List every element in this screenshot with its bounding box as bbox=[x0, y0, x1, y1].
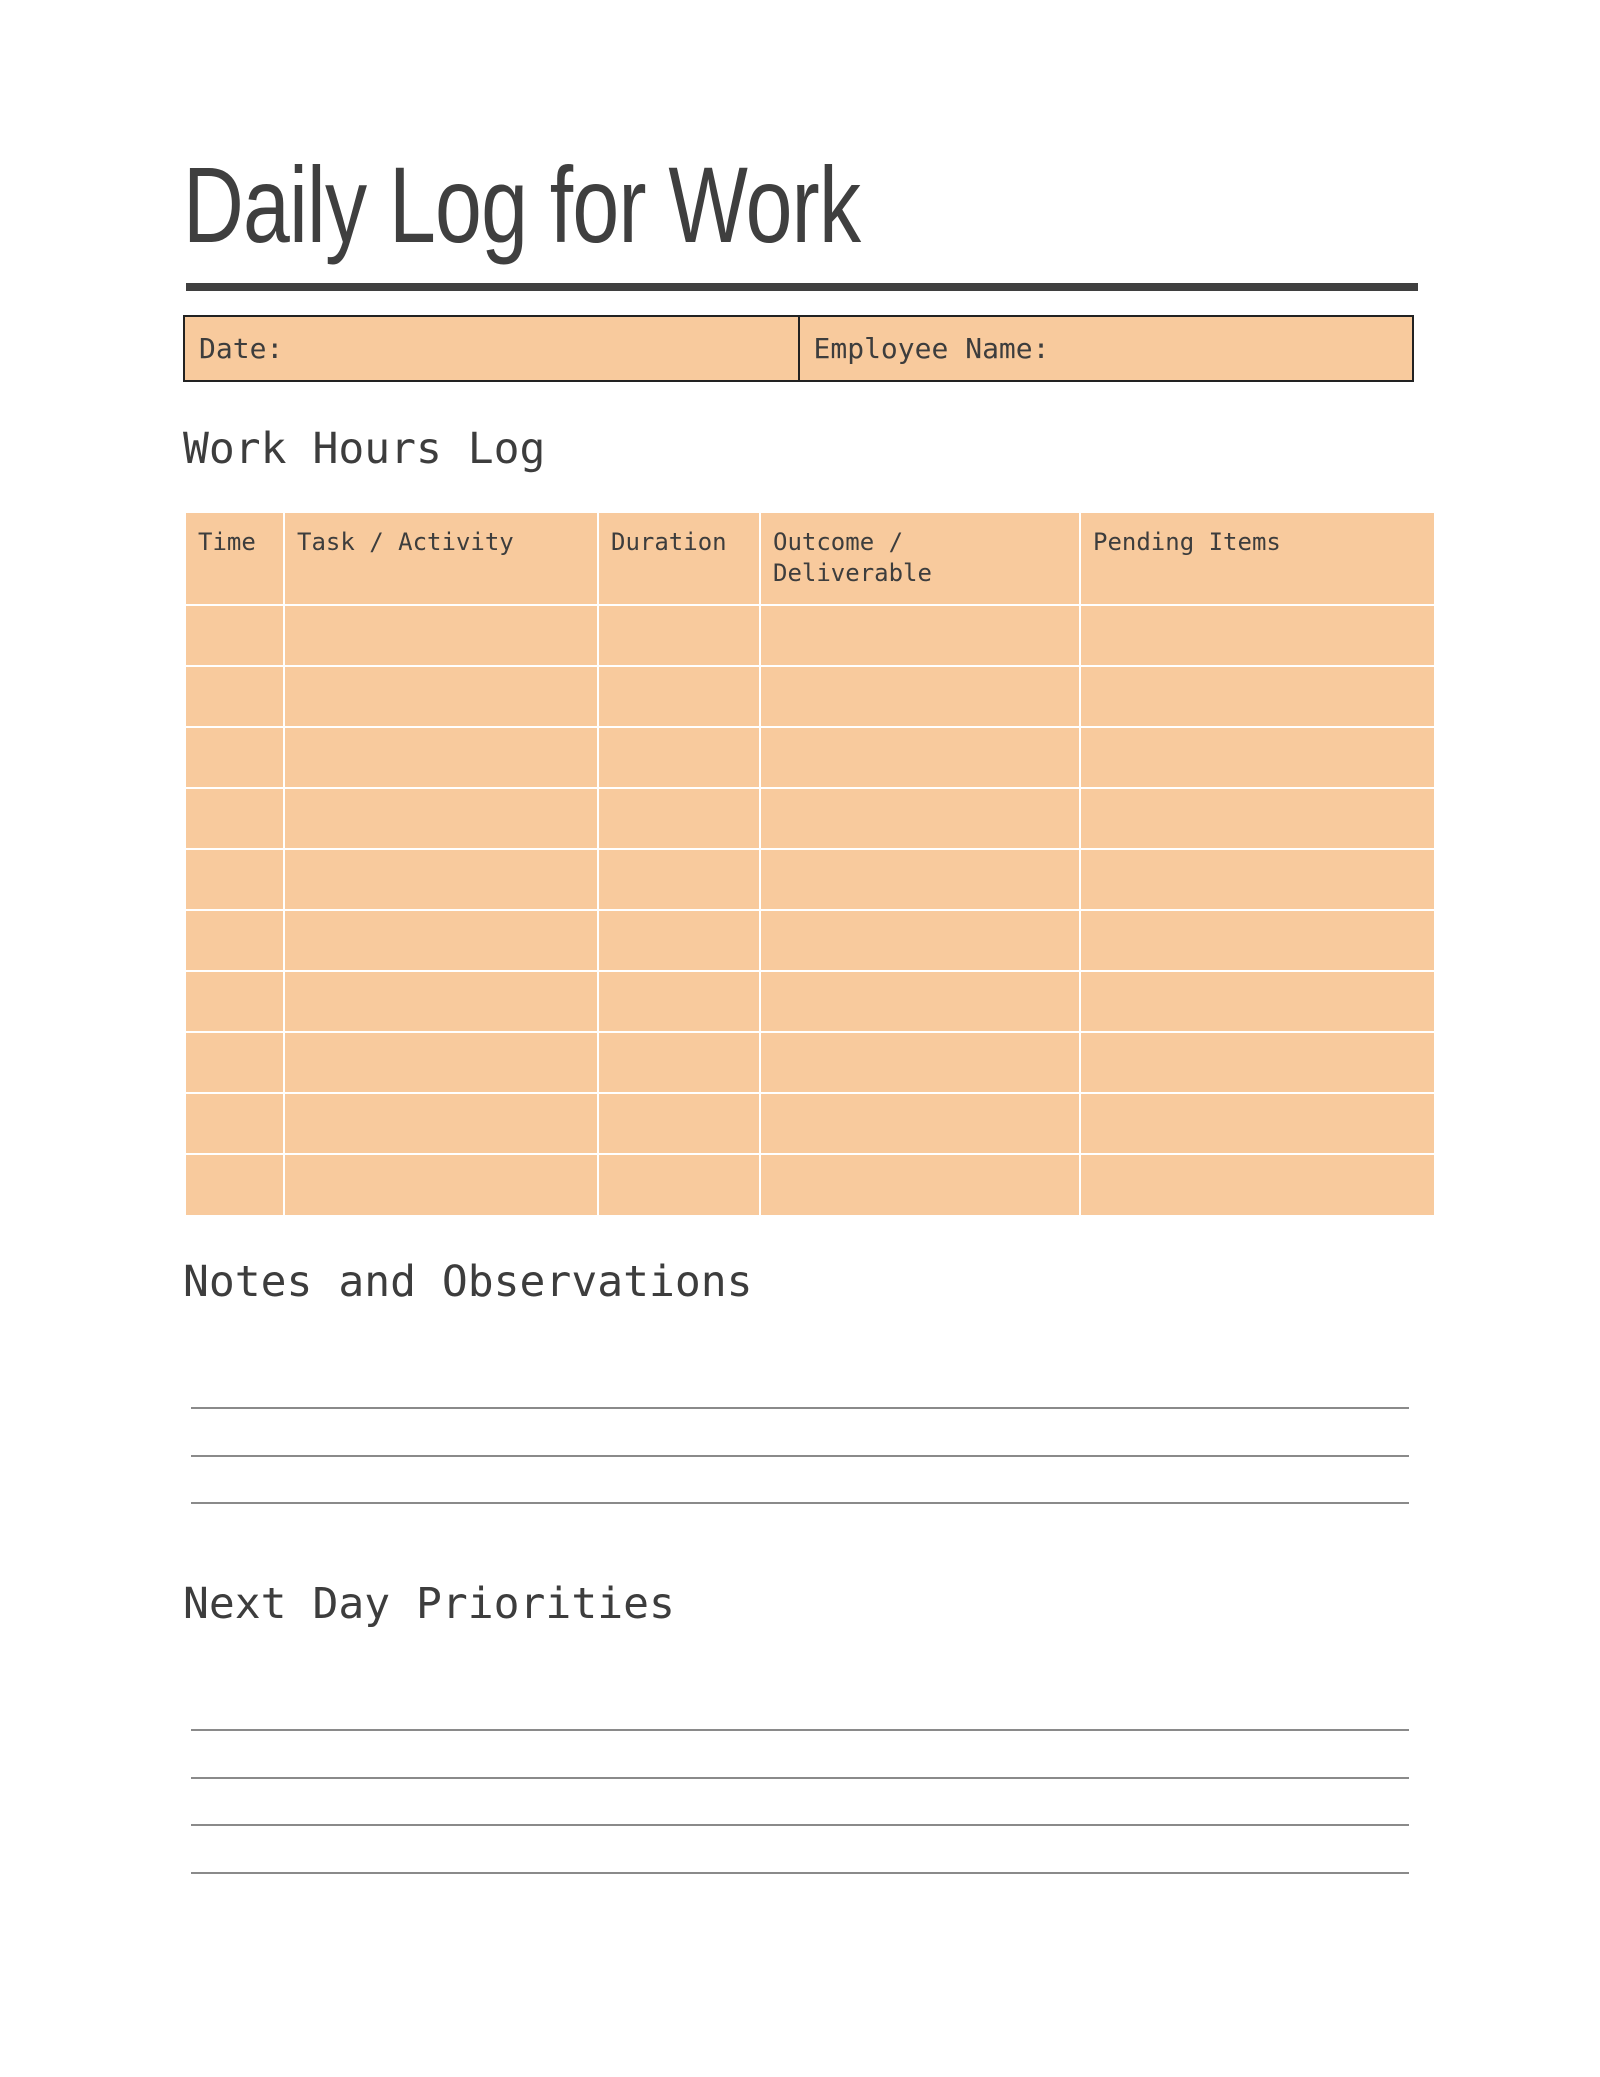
table-cell[interactable] bbox=[284, 1032, 598, 1093]
info-box bbox=[183, 315, 1414, 382]
table-cell[interactable] bbox=[284, 788, 598, 849]
table-cell[interactable] bbox=[186, 605, 284, 666]
table-row bbox=[186, 666, 1434, 727]
table-cell[interactable] bbox=[598, 1032, 760, 1093]
table-row bbox=[186, 1093, 1434, 1154]
table-cell[interactable] bbox=[1080, 1032, 1434, 1093]
writing-line[interactable] bbox=[191, 1502, 1409, 1504]
table-cell[interactable] bbox=[186, 910, 284, 971]
table-row bbox=[186, 788, 1434, 849]
table-cell[interactable] bbox=[1080, 910, 1434, 971]
table-cell[interactable] bbox=[1080, 605, 1434, 666]
table-row bbox=[186, 1154, 1434, 1215]
table-cell[interactable] bbox=[1080, 971, 1434, 1032]
table-cell[interactable] bbox=[284, 727, 598, 788]
writing-line[interactable] bbox=[191, 1777, 1409, 1779]
table-cell[interactable] bbox=[186, 1093, 284, 1154]
notes-heading: Notes and Observations bbox=[183, 1257, 753, 1307]
table-cell[interactable] bbox=[186, 666, 284, 727]
table-cell[interactable] bbox=[760, 666, 1080, 727]
writing-line[interactable] bbox=[191, 1872, 1409, 1874]
table-header-row bbox=[186, 513, 1434, 605]
table-cell[interactable] bbox=[760, 971, 1080, 1032]
table-cell[interactable] bbox=[186, 1154, 284, 1215]
date-field[interactable]: Date: bbox=[199, 332, 284, 365]
writing-line[interactable] bbox=[191, 1455, 1409, 1457]
table-cell[interactable] bbox=[1080, 666, 1434, 727]
table-cell[interactable] bbox=[1080, 788, 1434, 849]
table-cell[interactable] bbox=[284, 971, 598, 1032]
writing-line[interactable] bbox=[191, 1407, 1409, 1409]
table-cell[interactable] bbox=[1080, 1154, 1434, 1215]
table-cell[interactable] bbox=[598, 788, 760, 849]
table-cell[interactable] bbox=[598, 1154, 760, 1215]
table-cell[interactable] bbox=[284, 666, 598, 727]
employee-name-field[interactable]: Employee Name: bbox=[798, 317, 1413, 380]
table-cell[interactable] bbox=[598, 605, 760, 666]
column-header-duration: Duration bbox=[598, 513, 760, 605]
table-cell[interactable] bbox=[1080, 1093, 1434, 1154]
table-cell[interactable] bbox=[284, 1093, 598, 1154]
table-cell[interactable] bbox=[760, 1154, 1080, 1215]
table-cell[interactable] bbox=[598, 910, 760, 971]
table-body bbox=[186, 605, 1434, 1215]
writing-line[interactable] bbox=[191, 1824, 1409, 1826]
table-cell[interactable] bbox=[186, 849, 284, 910]
table-cell[interactable] bbox=[598, 849, 760, 910]
table-cell[interactable] bbox=[284, 910, 598, 971]
table-cell[interactable] bbox=[186, 1032, 284, 1093]
table-cell[interactable] bbox=[760, 788, 1080, 849]
table-cell[interactable] bbox=[186, 971, 284, 1032]
table-cell[interactable] bbox=[760, 849, 1080, 910]
table-cell[interactable] bbox=[760, 1093, 1080, 1154]
table-cell[interactable] bbox=[186, 727, 284, 788]
column-header-pending: Pending Items bbox=[1080, 513, 1434, 605]
table-cell[interactable] bbox=[760, 605, 1080, 666]
work-hours-table bbox=[186, 513, 1434, 1215]
table-row bbox=[186, 849, 1434, 910]
title-divider bbox=[186, 283, 1418, 291]
page-title: Daily Log for Work bbox=[183, 144, 861, 265]
table-cell[interactable] bbox=[760, 1032, 1080, 1093]
column-header-task: Task / Activity bbox=[284, 513, 598, 605]
table-row bbox=[186, 971, 1434, 1032]
table-row bbox=[186, 910, 1434, 971]
table-row bbox=[186, 727, 1434, 788]
next-day-heading: Next Day Priorities bbox=[183, 1579, 675, 1629]
table-row bbox=[186, 605, 1434, 666]
table-cell[interactable] bbox=[598, 727, 760, 788]
work-hours-heading: Work Hours Log bbox=[183, 424, 546, 474]
table-cell[interactable] bbox=[1080, 727, 1434, 788]
column-header-outcome: Outcome / Deliverable bbox=[760, 513, 1080, 605]
table-cell[interactable] bbox=[284, 605, 598, 666]
table-cell[interactable] bbox=[186, 788, 284, 849]
table-cell[interactable] bbox=[760, 910, 1080, 971]
table-cell[interactable] bbox=[598, 971, 760, 1032]
table-cell[interactable] bbox=[284, 1154, 598, 1215]
table-cell[interactable] bbox=[284, 849, 598, 910]
writing-line[interactable] bbox=[191, 1729, 1409, 1731]
table-row bbox=[186, 1032, 1434, 1093]
table-cell[interactable] bbox=[598, 1093, 760, 1154]
table-cell[interactable] bbox=[1080, 849, 1434, 910]
column-header-time: Time bbox=[186, 513, 284, 605]
table-cell[interactable] bbox=[760, 727, 1080, 788]
table-cell[interactable] bbox=[598, 666, 760, 727]
